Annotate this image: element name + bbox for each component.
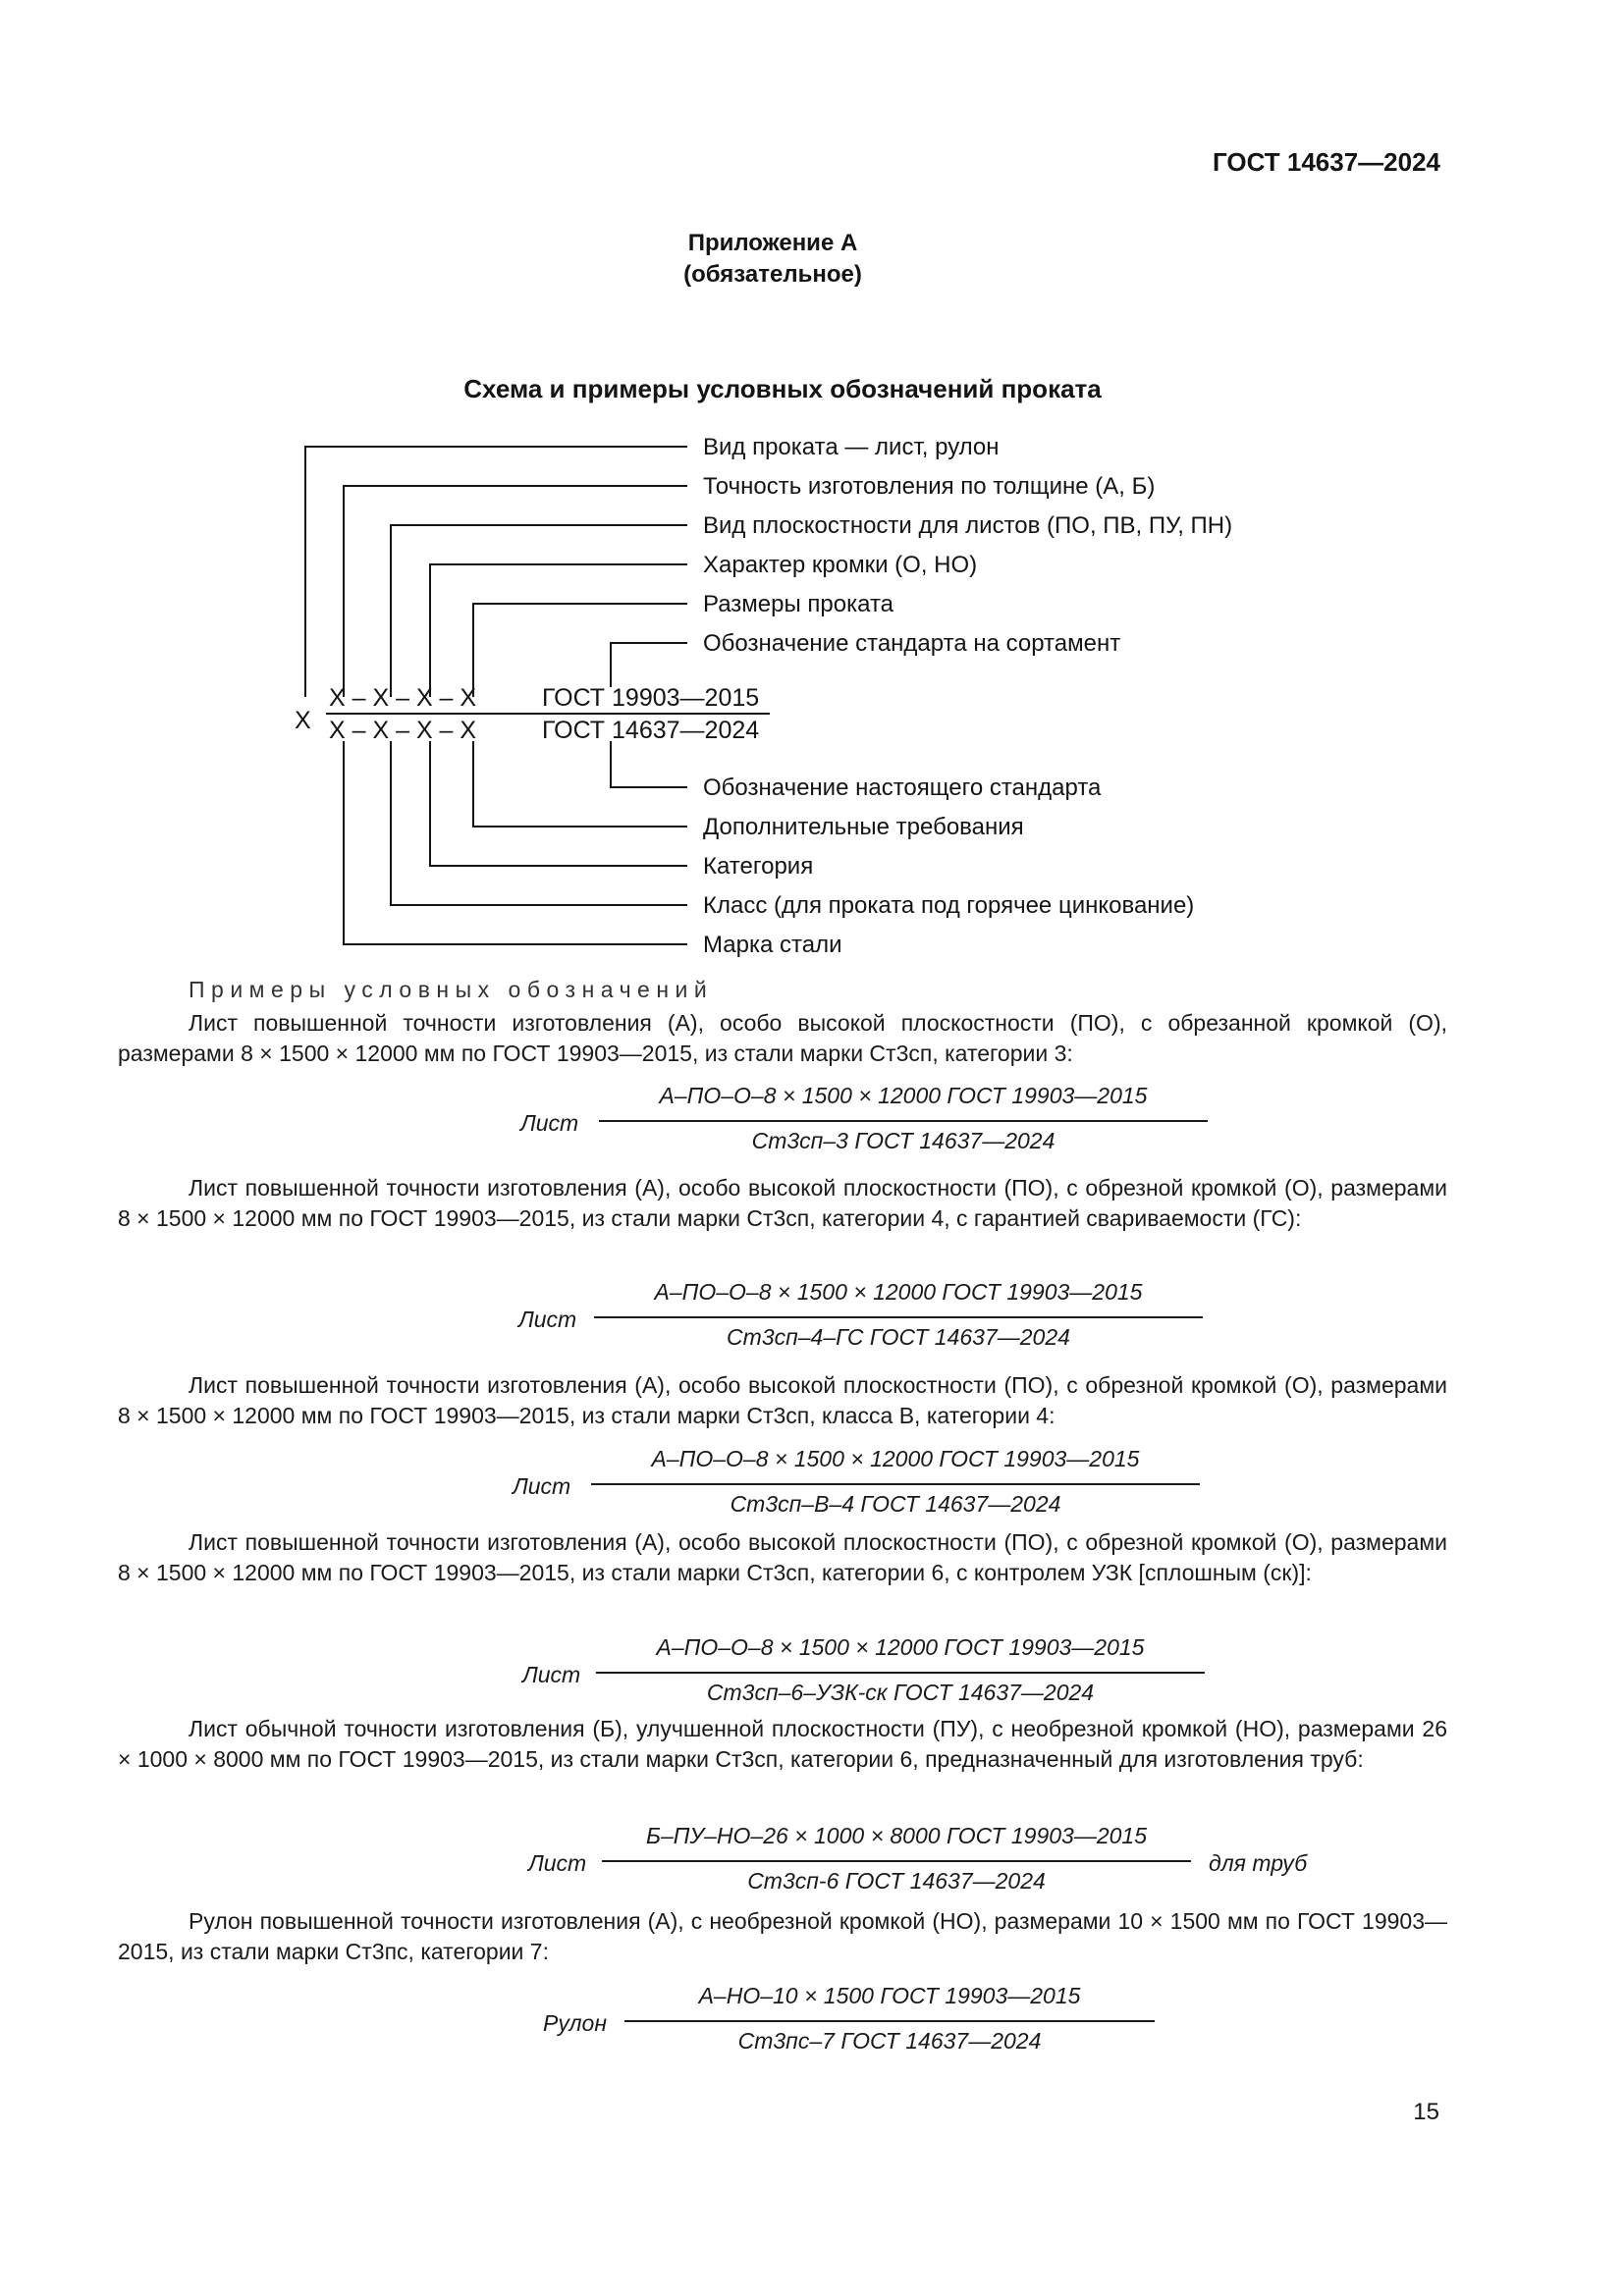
- connector-product-type: [305, 447, 687, 697]
- scheme-label-product-type: Вид проката — лист, рулон: [703, 434, 1000, 460]
- formula-numerator: А–ПО–О–8 × 1500 × 12000 ГОСТ 19903—2015: [656, 1634, 1145, 1660]
- formula-fraction-bar: [596, 1672, 1205, 1674]
- formula-denominator: Ст3сп–3 ГОСТ 14637—2024: [751, 1128, 1056, 1153]
- formula-denominator: Ст3пс–7 ГОСТ 14637—2024: [737, 2028, 1042, 2054]
- scheme-top-labels: [703, 434, 1232, 657]
- examples-heading: Примеры условных обозначений: [189, 977, 714, 1002]
- scheme-label-edge: Характер кромки (О, НО): [703, 552, 978, 578]
- formula-rhs: для труб: [1209, 1850, 1308, 1876]
- section-title: Схема и примеры условных обозначений проката: [463, 374, 1102, 403]
- formula-denominator: Ст3сп–4–ГС ГОСТ 14637—2024: [727, 1324, 1070, 1350]
- scheme-label-thickness-accuracy: Точность изготовления по толщине (А, Б): [703, 473, 1156, 500]
- formula-fraction-bar: [624, 2020, 1155, 2022]
- page-number: 15: [1413, 2099, 1439, 2125]
- scheme-denominator-standard: ГОСТ 14637—2024: [542, 717, 760, 744]
- formula-numerator: А–НО–10 × 1500 ГОСТ 19903—2015: [698, 1983, 1081, 2008]
- formula-denominator: Ст3сп–6–УЗК-ск ГОСТ 14637—2024: [706, 1680, 1095, 1705]
- scheme-bottom-labels: [703, 774, 1194, 958]
- formula-fraction-bar: [602, 1860, 1191, 1862]
- scheme-numerator-standard: ГОСТ 19903—2015: [542, 684, 760, 712]
- formula-lhs: Лист: [528, 1850, 587, 1876]
- scheme-denominator-code: Х – Х – Х – Х: [329, 717, 477, 744]
- connector-thickness-accuracy: [344, 486, 687, 697]
- standard-header: ГОСТ 14637—2024: [1213, 147, 1440, 177]
- formula-fraction-bar: [599, 1120, 1208, 1122]
- scheme-label-flatness: Вид плоскостности для листов (ПО, ПВ, ПУ, ПН): [703, 512, 1233, 539]
- formula-numerator: А–ПО–О–8 × 1500 × 12000 ГОСТ 19903—2015: [651, 1446, 1140, 1471]
- example-description: Лист обычной точности изготовления (Б), улучшенной плоскостности (ПУ), с необрезной кромкой (НО), размерами 26 × 1000 × 8000 мм по ГОСТ 19903—2015, из стали марки Ст3сп, категории 6, предназначенный для изготовления труб:: [118, 1716, 1447, 1772]
- formula-lhs: Рулон: [543, 2010, 608, 2036]
- example-description: Лист повышенной точности изготовления (А), особо высокой плоскостности (ПО), с обрезанной кромкой (О), размерами 8 × 1500 × 12000 мм по ГОСТ 19903—2015, из стали марки Ст3сп, категории 3:: [118, 1010, 1447, 1066]
- formula-fraction-bar: [591, 1483, 1200, 1485]
- connector-additional-requirements: [473, 741, 687, 827]
- formula-denominator: Ст3сп-6 ГОСТ 14637—2024: [747, 1868, 1046, 1894]
- designation-scheme-diagram: [0, 0, 1624, 982]
- connector-this-standard: [611, 741, 687, 787]
- scheme-label-this-standard: Обозначение настоящего стандарта: [703, 774, 1102, 801]
- formula-denominator: Ст3сп–В–4 ГОСТ 14637—2024: [730, 1491, 1061, 1517]
- appendix-status: (обязательное): [683, 261, 862, 288]
- connector-class: [391, 741, 687, 905]
- formula-lhs: Лист: [513, 1473, 571, 1499]
- appendix-title: Приложение А: [687, 230, 858, 256]
- example-description: Лист повышенной точности изготовления (А), особо высокой плоскостности (ПО), с обрезной кромкой (О), размерами 8 × 1500 × 12000 мм по ГОСТ 19903—2015, из стали марки Ст3сп, категории 4, с гарантией свариваемости (ГС):: [118, 1175, 1447, 1231]
- connector-edge: [430, 564, 687, 697]
- connector-assortment-standard: [611, 643, 687, 687]
- formula-numerator: А–ПО–О–8 × 1500 × 12000 ГОСТ 19903—2015: [659, 1083, 1148, 1108]
- scheme-label-category: Категория: [703, 853, 814, 880]
- scheme-label-class: Класс (для проката под горячее цинкование): [703, 892, 1195, 919]
- scheme-label-dimensions: Размеры проката: [703, 591, 894, 617]
- connector-flatness: [391, 525, 687, 697]
- formula-lhs: Лист: [518, 1307, 577, 1332]
- scheme-label-additional-requirements: Дополнительные требования: [703, 814, 1024, 840]
- connector-steel-grade: [344, 741, 687, 944]
- example-description: Лист повышенной точности изготовления (А), особо высокой плоскостности (ПО), с обрезной кромкой (О), размерами 8 × 1500 × 12000 мм по ГОСТ 19903—2015, из стали марки Ст3сп, категории 6, с контролем УЗК [сплошным (ск)]:: [118, 1529, 1447, 1585]
- example-description: Рулон повышенной точности изготовления (А), с необрезной кромкой (НО), размерами 10 × 1500 мм по ГОСТ 19903—2015, из стали марки Ст3пс, категории 7:: [118, 1908, 1447, 1964]
- formula-lhs: Лист: [520, 1110, 579, 1136]
- formula-numerator: Б–ПУ–НО–26 × 1000 × 8000 ГОСТ 19903—2015: [646, 1823, 1147, 1848]
- scheme-label-steel-grade: Марка стали: [703, 932, 842, 958]
- connector-category: [430, 741, 687, 866]
- scheme-label-assortment-standard: Обозначение стандарта на сортамент: [703, 630, 1121, 657]
- connector-dimensions: [473, 604, 687, 697]
- scheme-lead-x: Х: [295, 707, 311, 734]
- example-description: Лист повышенной точности изготовления (А), особо высокой плоскостности (ПО), с обрезной кромкой (О), размерами 8 × 1500 × 12000 мм по ГОСТ 19903—2015, из стали марки Ст3сп, класса В, категории 4:: [118, 1372, 1447, 1428]
- formula-numerator: А–ПО–О–8 × 1500 × 12000 ГОСТ 19903—2015: [654, 1279, 1143, 1305]
- formula-fraction-bar: [594, 1316, 1203, 1318]
- formula-lhs: Лист: [522, 1662, 581, 1687]
- scheme-numerator-code: Х – Х – Х – Х: [329, 684, 477, 712]
